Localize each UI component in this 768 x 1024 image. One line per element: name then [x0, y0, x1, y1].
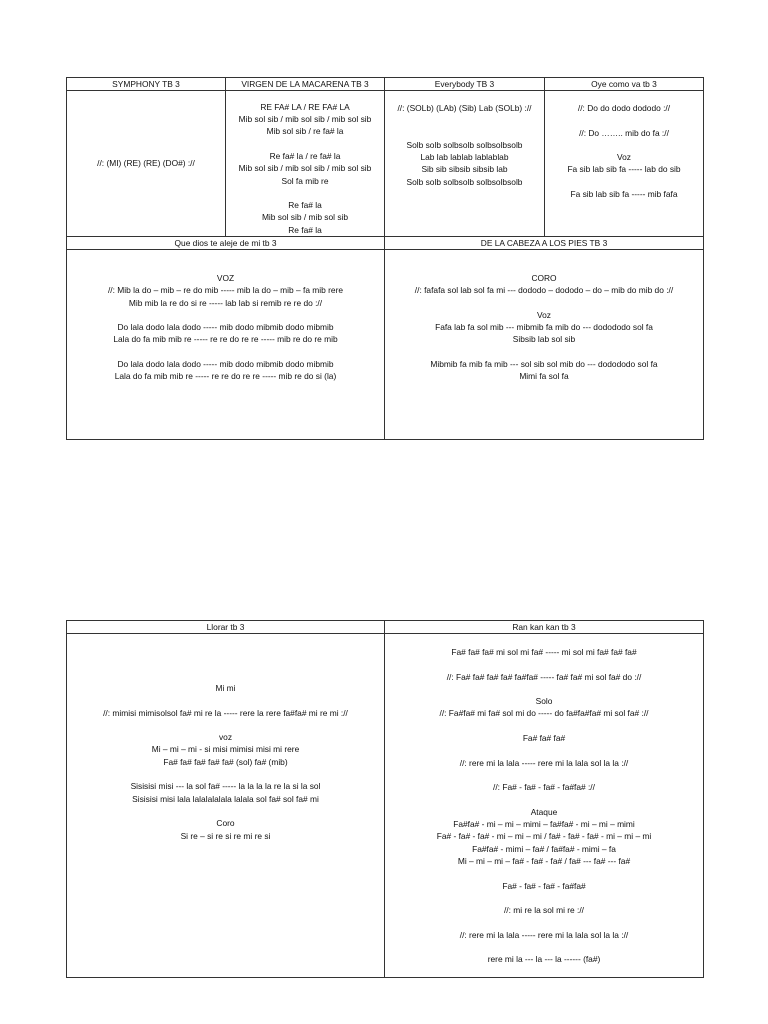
header-que-dios-te-aleje: Que dios te aleje de mi tb 3: [67, 237, 385, 250]
notes-que-dios-te-aleje: VOZ //: Mib la do – mib – re do mib ----- mib la do – mib – fa mib rere Mib mib la re do si re ----- lab lab si remib re re do :// Do lala dodo lala dodo ----- mib dodo mibmib dodo mibmib Lala do fa mib mib re ----- re re do re re ----- mib re do re mib Do lala dodo lala dodo ----- mib dodo mibmib dodo mibmib Lala do fa mib mib re ----- re re do re re ----- mib re do si (la): [67, 250, 385, 440]
header-llorar: Llorar tb 3: [67, 621, 385, 634]
notes-everybody: //: (SOLb) (LAb) (Sib) Lab (SOLb) :// Solb solb solbsolb solbsolbsolb Lab lab lablab lablablab Sib sib sibsib sibsib lab Solb solb solbsolb solbsolbsolb: [385, 91, 545, 237]
header-virgen-macarena: VIRGEN DE LA MACARENA TB 3: [226, 78, 385, 91]
notes-de-la-cabeza: CORO //: fafafa sol lab sol fa mi --- dododo – dododo – do – mib do mib do :// Voz Fafa lab fa sol mib --- mibmib fa mib do --- dodododo sol fa Sibsib lab sol sib Mibmib fa mib fa mib --- sol sib sol mib do --- dodododo sol fa Mimi fa sol fa: [385, 250, 704, 440]
notes-symphony: //: (MI) (RE) (RE) (DO#) ://: [67, 91, 226, 237]
songs-table-top: [66, 77, 704, 440]
songs-table-bottom: [66, 620, 704, 978]
notes-ran-kan-kan: Fa# fa# fa# mi sol mi fa# ----- mi sol mi fa# fa# fa# //: Fa# fa# fa# fa# fa#fa# ----- fa# fa# mi sol fa# do :// Solo //: Fa#fa# mi fa# sol mi do ----- do fa#fa#fa# mi sol fa# :// Fa# fa# fa# //: rere mi la lala ----- rere mi la lala sol la la :// //: Fa# - fa# - fa# - fa#fa# :// Ataque Fa#fa# - mi – mi – mimi – fa#fa# - mi – mi – mimi Fa# - fa# - fa# - mi – mi – mi / fa# - fa# - fa# - mi – mi – mi Fa#fa# - mimi – fa# / fa#fa# - mimi – fa Mi – mi – mi – fa# - fa# - fa# / fa# --- fa# --- fa# Fa# - fa# - fa# - fa#fa# //: mi re la sol mi re :// //: rere mi la lala ----- rere mi la lala sol la la :// rere mi la --- la --- la ------ (fa#): [385, 634, 704, 978]
header-everybody: Everybody TB 3: [385, 78, 545, 91]
header-symphony: SYMPHONY TB 3: [67, 78, 226, 91]
header-ran-kan-kan: Ran kan kan tb 3: [385, 621, 704, 634]
notes-llorar: Mi mi //: mimisi mimisolsol fa# mi re la ----- rere la rere fa#fa# mi re mi :// voz Mi – mi – mi - si misi mimisi misi mi rere Fa# fa# fa# fa# fa# (sol) fa# (mib) Sisisisi misi --- la sol fa# ----- la la la la re la si la sol Sisisisi misi lala lalalalalala lalala sol fa# sol fa# mi Coro Si re – si re si re mi re si: [67, 634, 385, 978]
header-oye-como-va: Oye como va tb 3: [545, 78, 704, 91]
notes-virgen-macarena: RE FA# LA / RE FA# LA Mib sol sib / mib sol sib / mib sol sib Mib sol sib / re fa# la Re fa# la / re fa# la Mib sol sib / mib sol sib / mib sol sib Sol fa mib re Re fa# la Mib sol sib / mib sol sib Re fa# la: [226, 91, 385, 237]
header-de-la-cabeza: DE LA CABEZA A LOS PIES TB 3: [385, 237, 704, 250]
notes-oye-como-va: //: Do do dodo dododo :// //: Do …….. mib do fa :// Voz Fa sib lab sib fa ----- lab do sib Fa sib lab sib fa ----- mib fafa: [545, 91, 704, 237]
